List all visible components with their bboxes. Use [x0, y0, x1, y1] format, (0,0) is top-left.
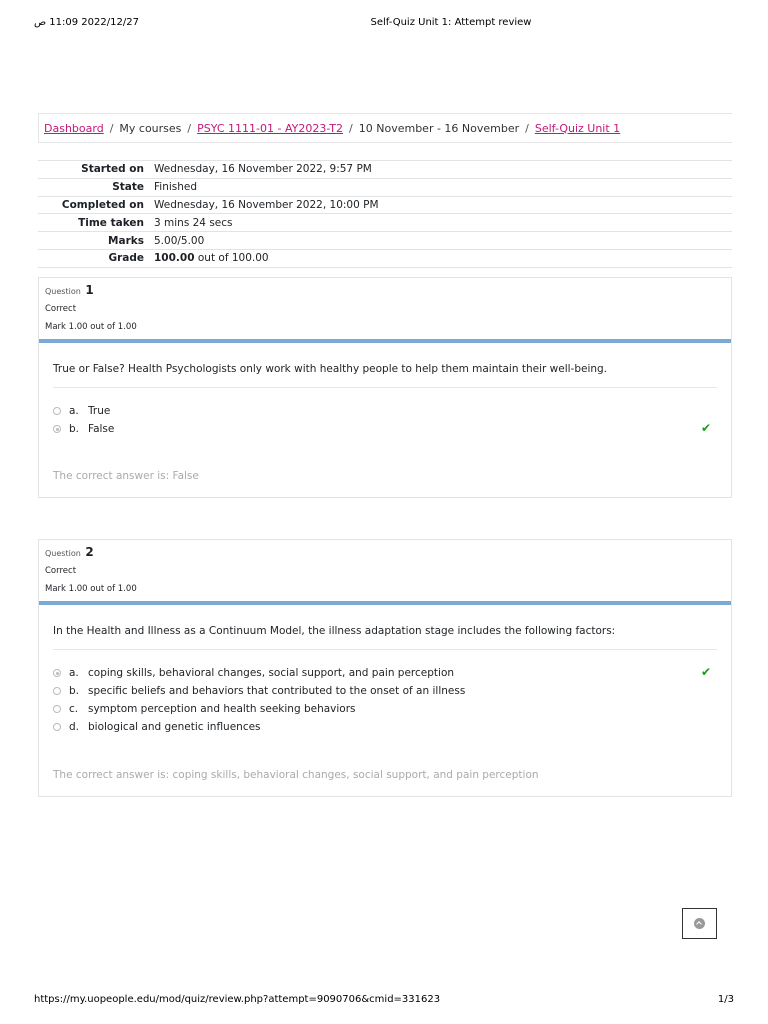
question-number: Question 2	[45, 545, 94, 559]
breadcrumb	[38, 113, 732, 143]
question-1	[38, 277, 732, 498]
radio-checked-icon[interactable]	[53, 425, 61, 433]
answer-option[interactable]	[53, 423, 114, 435]
summary-value: 5.00/5.00	[154, 234, 205, 247]
breadcrumb-my-courses: My courses	[119, 121, 182, 135]
breadcrumb-quiz-link[interactable]: Self-Quiz Unit 1	[534, 121, 621, 135]
summary-value: Finished	[154, 181, 198, 194]
answer-letter: d.	[69, 721, 80, 733]
breadcrumb-separator: /	[525, 121, 529, 135]
answer-option[interactable]	[53, 721, 261, 733]
question-info	[39, 540, 731, 605]
correct-answer-feedback: The correct answer is: False	[53, 470, 199, 482]
answer-text: biological and genetic influences	[88, 721, 261, 733]
radio-icon[interactable]	[53, 705, 61, 713]
summary-label: State	[112, 181, 144, 194]
summary-label: Started on	[81, 163, 144, 176]
breadcrumb-week: 10 November - 16 November	[358, 121, 520, 135]
print-page-number: 1/3	[717, 994, 734, 1005]
back-to-top-button[interactable]	[682, 908, 717, 939]
attempt-summary-table	[38, 160, 732, 268]
grade-value: 100.00	[154, 252, 195, 265]
breadcrumb-separator: /	[109, 121, 114, 135]
correct-answer-feedback: The correct answer is: coping skills, behavioral changes, social support, and pain perception	[53, 769, 539, 781]
breadcrumb-separator: /	[187, 121, 192, 135]
chevron-up-icon	[694, 918, 705, 929]
summary-row	[38, 232, 732, 250]
breadcrumb-dashboard-link[interactable]: Dashboard	[44, 121, 104, 135]
summary-label: Grade	[108, 252, 144, 265]
radio-checked-icon[interactable]	[53, 669, 61, 677]
radio-icon[interactable]	[53, 407, 61, 415]
summary-row	[38, 178, 732, 196]
summary-value: 3 mins 24 secs	[154, 216, 233, 229]
answer-letter: b.	[69, 423, 80, 435]
question-number: Question 1	[45, 283, 94, 297]
grade-out-of: out of 100.00	[194, 252, 269, 265]
summary-row	[38, 196, 732, 214]
summary-label: Time taken	[78, 216, 144, 229]
question-2	[38, 539, 732, 797]
print-url: https://my.uopeople.edu/mod/quiz/review.php?attempt=9090706&cmid=331623	[34, 994, 441, 1005]
print-header	[0, 17, 768, 31]
answer-option[interactable]	[53, 703, 356, 715]
answer-option[interactable]	[53, 667, 454, 679]
print-title: Self-Quiz Unit 1: Attempt review	[370, 17, 532, 28]
summary-value: Wednesday, 16 November 2022, 9:57 PM	[154, 163, 372, 176]
summary-label: Completed on	[61, 198, 144, 211]
divider	[53, 387, 717, 388]
question-mark: Mark 1.00 out of 1.00	[45, 322, 137, 332]
question-state: Correct	[45, 304, 77, 314]
summary-label: Marks	[108, 234, 144, 247]
correct-check-icon: ✔	[700, 421, 711, 435]
answer-letter: c.	[69, 703, 79, 715]
answer-text: specific beliefs and behaviors that contributed to the onset of an illness	[88, 685, 466, 697]
question-text: In the Health and Illness as a Continuum Model, the illness adaptation stage includes the following factors:	[53, 625, 616, 637]
question-state: Correct	[45, 566, 77, 576]
question-text: True or False? Health Psychologists only work with healthy people to help them maintain their well-being.	[53, 363, 608, 375]
divider	[53, 649, 717, 650]
summary-row	[38, 214, 732, 232]
question-mark: Mark 1.00 out of 1.00	[45, 584, 137, 594]
question-info	[39, 278, 731, 343]
answer-text: symptom perception and health seeking behaviors	[88, 703, 356, 715]
print-date: 2022/12/27 11:09 ص	[34, 17, 139, 28]
breadcrumb-course-link[interactable]: PSYC 1111-01 - AY2023-T2	[197, 121, 344, 135]
answer-option[interactable]	[53, 405, 110, 417]
radio-icon[interactable]	[53, 723, 61, 731]
correct-check-icon: ✔	[700, 665, 711, 679]
answer-letter: a.	[69, 667, 79, 679]
answer-option[interactable]	[53, 685, 465, 697]
summary-value	[150, 249, 732, 267]
summary-row	[38, 161, 732, 179]
summary-row	[38, 249, 732, 267]
answer-letter: a.	[69, 405, 79, 417]
answer-text: coping skills, behavioral changes, social support, and pain perception	[88, 667, 455, 679]
answer-text: True	[88, 405, 111, 417]
answer-letter: b.	[69, 685, 80, 697]
breadcrumb-separator: /	[349, 121, 353, 135]
answer-text: False	[88, 423, 115, 435]
summary-value: Wednesday, 16 November 2022, 10:00 PM	[154, 198, 379, 211]
radio-icon[interactable]	[53, 687, 61, 695]
